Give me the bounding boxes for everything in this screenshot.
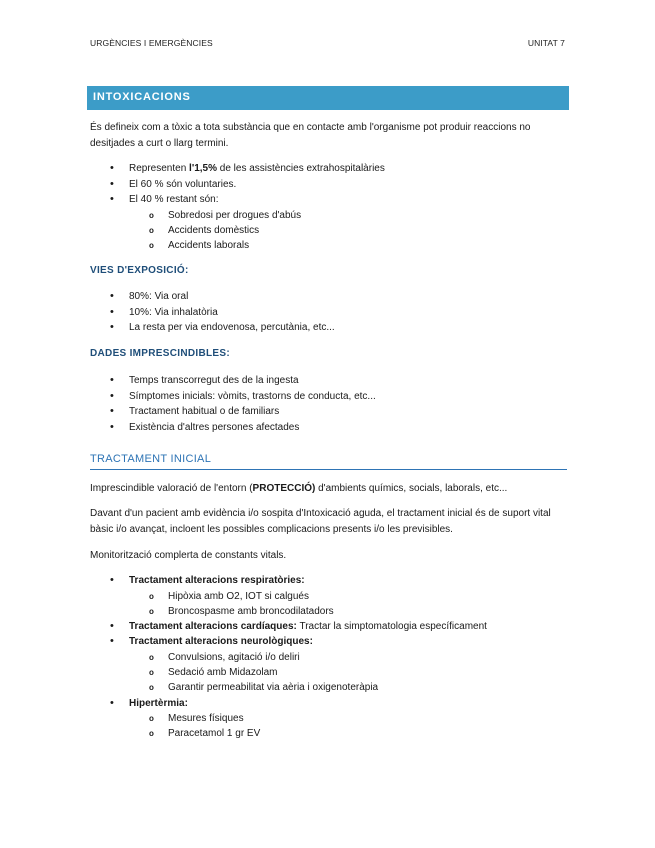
dades-heading: DADES IMPRESCINDIBLES: bbox=[90, 348, 230, 359]
list-item: • 10%: Via inhalatòria bbox=[110, 305, 335, 321]
sublist-item: o Garantir permeabilitat via aèria i oxigenoteràpia bbox=[149, 680, 487, 695]
sublist-item: o Mesures físiques bbox=[149, 711, 487, 726]
stats-list bbox=[110, 161, 385, 253]
header-right: UNITAT 7 bbox=[527, 38, 565, 48]
sublist-item: o Broncospasme amb broncodilatadors bbox=[149, 604, 487, 619]
sublist-item: o Sedació amb Midazolam bbox=[149, 665, 487, 680]
list-item: • Tractament alteracions cardíaques: Tractar la simptomatologia específicament bbox=[110, 619, 487, 635]
sublist bbox=[129, 650, 487, 696]
dades-list bbox=[110, 373, 376, 435]
heading-rule bbox=[90, 469, 567, 470]
definition-paragraph: És defineix com a tòxic a tota substància que en contacte amb l'organisme pot produir reaccions no desitjades a curt o llarg termini. bbox=[90, 122, 531, 149]
tractament-paragraph-3: Monitorització complerta de constants vitals. bbox=[90, 550, 287, 561]
section-title: INTOXICACIONS bbox=[93, 91, 191, 103]
header-left: URGÈNCIES I EMERGÈNCIES bbox=[90, 38, 213, 48]
sublist-item: o Accidents laborals bbox=[149, 238, 385, 253]
sublist-item: o Sobredosi per drogues d'abús bbox=[149, 208, 385, 223]
tractament-heading: TRACTAMENT INICIAL bbox=[90, 453, 212, 465]
tractament-paragraph-2: Davant d'un pacient amb evidència i/o sospita d'Intoxicació aguda, el tractament inicial és de suport vital bàsic i/o avançat, incloent les possibles complicacions presents i/o les previsibles. bbox=[90, 508, 551, 535]
sublist-item: o Convulsions, agitació i/o deliri bbox=[149, 650, 487, 665]
sublist bbox=[129, 589, 487, 619]
sublist bbox=[129, 711, 487, 741]
list-item: • 80%: Via oral bbox=[110, 289, 335, 305]
list-item: • El 60 % són voluntaries. bbox=[110, 177, 385, 193]
sublist-item: o Paracetamol 1 gr EV bbox=[149, 726, 487, 741]
section-banner bbox=[87, 86, 569, 110]
sublist bbox=[129, 208, 385, 254]
list-item: • La resta per via endovenosa, percutània, etc... bbox=[110, 320, 335, 336]
vies-list bbox=[110, 289, 335, 336]
list-item: • Símptomes inicials: vòmits, trastorns de conducta, etc... bbox=[110, 389, 376, 405]
list-item: • Temps transcorregut des de la ingesta bbox=[110, 373, 376, 389]
tractament-paragraph-1: Imprescindible valoració de l'entorn (PROTECCIÓ) d'ambients químics, socials, laborals, etc... bbox=[90, 483, 508, 494]
list-item: • El 40 % restant són: o Sobredosi per drogues d'abús o Accidents domèstics o Accidents laborals bbox=[110, 192, 385, 253]
list-item: • Representen l'1,5% de les assistències extrahospitalàries bbox=[110, 161, 385, 177]
vies-heading: VIES D'EXPOSICIÓ: bbox=[90, 265, 189, 276]
list-item: • Existència d'altres persones afectades bbox=[110, 420, 376, 436]
tractament-list bbox=[110, 573, 487, 741]
sublist-item: o Hipòxia amb O2, IOT si calgués bbox=[149, 589, 487, 604]
list-item: • Tractament habitual o de familiars bbox=[110, 404, 376, 420]
sublist-item: o Accidents domèstics bbox=[149, 223, 385, 238]
list-item: • Tractament alteracions respiratòries: o Hipòxia amb O2, IOT si calgués o Broncospasme amb broncodilatadors bbox=[110, 573, 487, 619]
list-item: • Tractament alteracions neurològiques: o Convulsions, agitació i/o deliri o Sedació amb Midazolam o Garantir permeabilitat via aèria i oxigenoteràpia bbox=[110, 634, 487, 695]
list-item: • Hipertèrmia: o Mesures físiques o Paracetamol 1 gr EV bbox=[110, 696, 487, 742]
